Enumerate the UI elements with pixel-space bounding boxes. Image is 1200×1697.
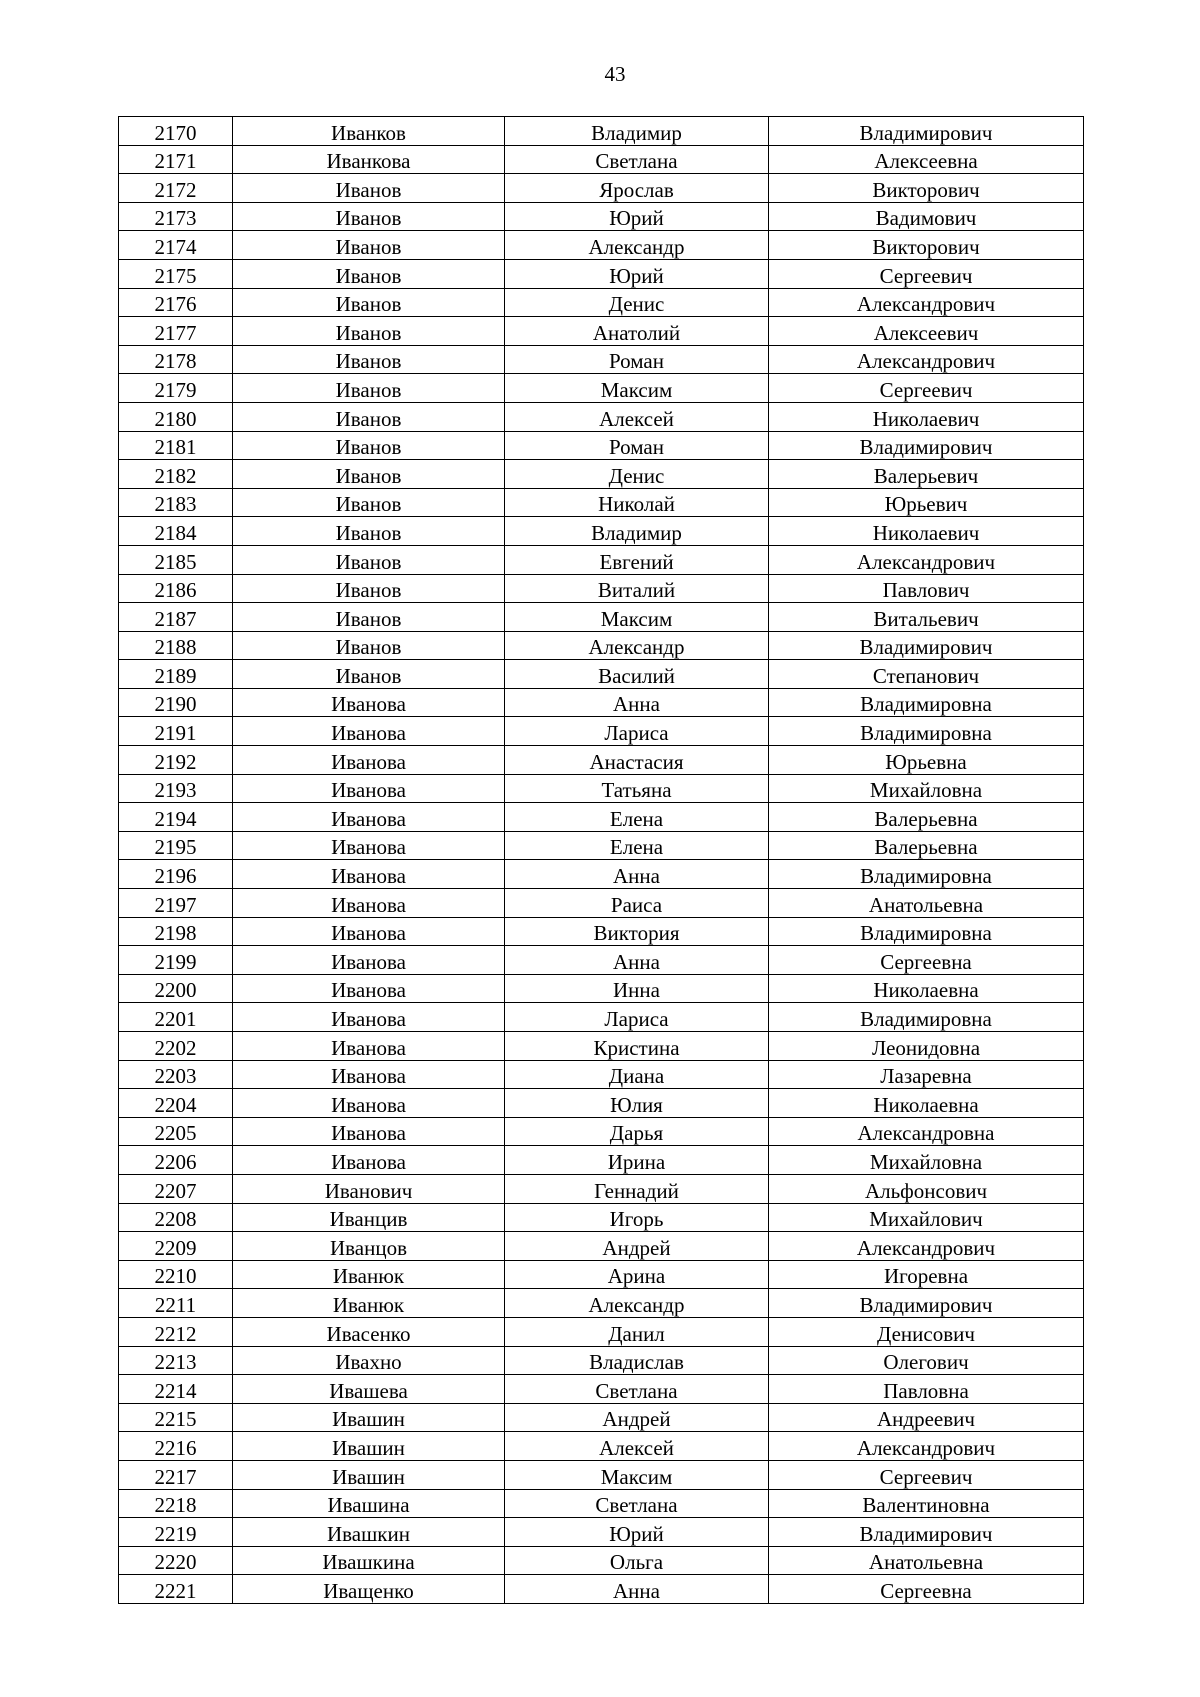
first-name-cell: Владимир — [505, 117, 769, 146]
last-name-cell: Иванова — [233, 688, 505, 717]
last-name-cell: Иванова — [233, 1117, 505, 1146]
table-row — [119, 660, 1084, 689]
last-name-cell: Иванова — [233, 774, 505, 803]
table-row — [119, 631, 1084, 660]
patronymic-cell: Михайловна — [769, 774, 1084, 803]
first-name-cell: Елена — [505, 803, 769, 832]
last-name-cell: Иванов — [233, 374, 505, 403]
last-name-cell: Иванов — [233, 517, 505, 546]
patronymic-cell: Александровна — [769, 1117, 1084, 1146]
row-number-cell: 2219 — [119, 1518, 233, 1547]
first-name-cell: Юрий — [505, 1518, 769, 1547]
row-number-cell: 2177 — [119, 317, 233, 346]
last-name-cell: Иванова — [233, 1032, 505, 1061]
patronymic-cell: Владимирович — [769, 1289, 1084, 1318]
patronymic-cell: Александрович — [769, 1432, 1084, 1461]
row-number-cell: 2188 — [119, 631, 233, 660]
first-name-cell: Татьяна — [505, 774, 769, 803]
last-name-cell: Иванов — [233, 660, 505, 689]
table-row — [119, 1203, 1084, 1232]
first-name-cell: Геннадий — [505, 1174, 769, 1203]
last-name-cell: Ивасенко — [233, 1317, 505, 1346]
table-row — [119, 259, 1084, 288]
row-number-cell: 2187 — [119, 603, 233, 632]
first-name-cell: Данил — [505, 1317, 769, 1346]
first-name-cell: Максим — [505, 603, 769, 632]
row-number-cell: 2197 — [119, 889, 233, 918]
last-name-cell: Иванюк — [233, 1289, 505, 1318]
row-number-cell: 2173 — [119, 202, 233, 231]
patronymic-cell: Валерьевна — [769, 803, 1084, 832]
table-row — [119, 1575, 1084, 1604]
row-number-cell: 2183 — [119, 488, 233, 517]
patronymic-cell: Валерьевич — [769, 460, 1084, 489]
last-name-cell: Иванцов — [233, 1232, 505, 1261]
patronymic-cell: Анатольевна — [769, 1546, 1084, 1575]
first-name-cell: Светлана — [505, 1489, 769, 1518]
first-name-cell: Денис — [505, 288, 769, 317]
table-row — [119, 1432, 1084, 1461]
patronymic-cell: Владимирович — [769, 1518, 1084, 1547]
patronymic-cell: Владимирович — [769, 631, 1084, 660]
patronymic-cell: Леонидовна — [769, 1032, 1084, 1061]
row-number-cell: 2206 — [119, 1146, 233, 1175]
first-name-cell: Максим — [505, 1460, 769, 1489]
patronymic-cell: Владимировна — [769, 1003, 1084, 1032]
row-number-cell: 2220 — [119, 1546, 233, 1575]
row-number-cell: 2198 — [119, 917, 233, 946]
row-number-cell: 2213 — [119, 1346, 233, 1375]
table-row — [119, 288, 1084, 317]
last-name-cell: Иванова — [233, 889, 505, 918]
patronymic-cell: Витальевич — [769, 603, 1084, 632]
last-name-cell: Иванов — [233, 574, 505, 603]
patronymic-cell: Николаевна — [769, 1089, 1084, 1118]
table-row — [119, 1489, 1084, 1518]
patronymic-cell: Алексеевна — [769, 145, 1084, 174]
table-row — [119, 717, 1084, 746]
last-name-cell: Иванова — [233, 1089, 505, 1118]
last-name-cell: Иванова — [233, 974, 505, 1003]
first-name-cell: Андрей — [505, 1232, 769, 1261]
patronymic-cell: Владимировна — [769, 717, 1084, 746]
last-name-cell: Иванов — [233, 231, 505, 260]
last-name-cell: Ивашин — [233, 1403, 505, 1432]
last-name-cell: Ивахно — [233, 1346, 505, 1375]
last-name-cell: Иванов — [233, 174, 505, 203]
table-row — [119, 202, 1084, 231]
row-number-cell: 2221 — [119, 1575, 233, 1604]
last-name-cell: Иващенко — [233, 1575, 505, 1604]
row-number-cell: 2215 — [119, 1403, 233, 1432]
last-name-cell: Иванкова — [233, 145, 505, 174]
patronymic-cell: Вадимович — [769, 202, 1084, 231]
last-name-cell: Иванов — [233, 259, 505, 288]
patronymic-cell: Валерьевна — [769, 831, 1084, 860]
table-row — [119, 1317, 1084, 1346]
patronymic-cell: Сергеевна — [769, 1575, 1084, 1604]
last-name-cell: Иванов — [233, 603, 505, 632]
table-row — [119, 317, 1084, 346]
table-row — [119, 803, 1084, 832]
last-name-cell: Иванов — [233, 431, 505, 460]
first-name-cell: Юрий — [505, 202, 769, 231]
patronymic-cell: Владимировна — [769, 688, 1084, 717]
patronymic-cell: Сергеевич — [769, 1460, 1084, 1489]
table-row — [119, 860, 1084, 889]
row-number-cell: 2194 — [119, 803, 233, 832]
row-number-cell: 2218 — [119, 1489, 233, 1518]
last-name-cell: Иванович — [233, 1174, 505, 1203]
table-row — [119, 1032, 1084, 1061]
last-name-cell: Иванова — [233, 946, 505, 975]
row-number-cell: 2192 — [119, 746, 233, 775]
table-row — [119, 545, 1084, 574]
first-name-cell: Дарья — [505, 1117, 769, 1146]
patronymic-cell: Игоревна — [769, 1260, 1084, 1289]
table-row — [119, 402, 1084, 431]
last-name-cell: Иванов — [233, 545, 505, 574]
table-row — [119, 1117, 1084, 1146]
last-name-cell: Ивашкина — [233, 1546, 505, 1575]
patronymic-cell: Денисович — [769, 1317, 1084, 1346]
row-number-cell: 2185 — [119, 545, 233, 574]
first-name-cell: Ирина — [505, 1146, 769, 1175]
patronymic-cell: Павлович — [769, 574, 1084, 603]
patronymic-cell: Степанович — [769, 660, 1084, 689]
table-row — [119, 1089, 1084, 1118]
row-number-cell: 2172 — [119, 174, 233, 203]
last-name-cell: Ивашин — [233, 1460, 505, 1489]
last-name-cell: Иванова — [233, 831, 505, 860]
first-name-cell: Юрий — [505, 259, 769, 288]
table-row — [119, 1174, 1084, 1203]
patronymic-cell: Николаевна — [769, 974, 1084, 1003]
first-name-cell: Денис — [505, 460, 769, 489]
first-name-cell: Анна — [505, 860, 769, 889]
patronymic-cell: Сергеевич — [769, 259, 1084, 288]
patronymic-cell: Андреевич — [769, 1403, 1084, 1432]
first-name-cell: Василий — [505, 660, 769, 689]
patronymic-cell: Викторович — [769, 231, 1084, 260]
last-name-cell: Иванова — [233, 746, 505, 775]
patronymic-cell: Николаевич — [769, 517, 1084, 546]
first-name-cell: Евгений — [505, 545, 769, 574]
row-number-cell: 2204 — [119, 1089, 233, 1118]
row-number-cell: 2181 — [119, 431, 233, 460]
table-row — [119, 517, 1084, 546]
first-name-cell: Александр — [505, 631, 769, 660]
table-row — [119, 889, 1084, 918]
table-row — [119, 1003, 1084, 1032]
last-name-cell: Ивашин — [233, 1432, 505, 1461]
table-row — [119, 1146, 1084, 1175]
first-name-cell: Ольга — [505, 1546, 769, 1575]
last-name-cell: Иванова — [233, 717, 505, 746]
last-name-cell: Иванова — [233, 1060, 505, 1089]
last-name-cell: Ивашкин — [233, 1518, 505, 1547]
table-row — [119, 1375, 1084, 1404]
row-number-cell: 2175 — [119, 259, 233, 288]
row-number-cell: 2200 — [119, 974, 233, 1003]
first-name-cell: Юлия — [505, 1089, 769, 1118]
patronymic-cell: Михайловна — [769, 1146, 1084, 1175]
first-name-cell: Виктория — [505, 917, 769, 946]
first-name-cell: Николай — [505, 488, 769, 517]
table-row — [119, 431, 1084, 460]
row-number-cell: 2211 — [119, 1289, 233, 1318]
last-name-cell: Иванов — [233, 345, 505, 374]
row-number-cell: 2208 — [119, 1203, 233, 1232]
row-number-cell: 2180 — [119, 402, 233, 431]
row-number-cell: 2207 — [119, 1174, 233, 1203]
patronymic-cell: Викторович — [769, 174, 1084, 203]
row-number-cell: 2209 — [119, 1232, 233, 1261]
last-name-cell: Ивашина — [233, 1489, 505, 1518]
row-number-cell: 2191 — [119, 717, 233, 746]
last-name-cell: Иванов — [233, 631, 505, 660]
patronymic-cell: Альфонсович — [769, 1174, 1084, 1203]
first-name-cell: Максим — [505, 374, 769, 403]
row-number-cell: 2174 — [119, 231, 233, 260]
last-name-cell: Иванов — [233, 488, 505, 517]
table-row — [119, 488, 1084, 517]
patronymic-cell: Александрович — [769, 1232, 1084, 1261]
patronymic-cell: Юрьевич — [769, 488, 1084, 517]
table-row — [119, 603, 1084, 632]
table-row — [119, 460, 1084, 489]
last-name-cell: Иванов — [233, 288, 505, 317]
last-name-cell: Иванов — [233, 317, 505, 346]
name-table-body — [119, 117, 1084, 1604]
first-name-cell: Алексей — [505, 402, 769, 431]
row-number-cell: 2176 — [119, 288, 233, 317]
row-number-cell: 2182 — [119, 460, 233, 489]
row-number-cell: 2171 — [119, 145, 233, 174]
table-row — [119, 374, 1084, 403]
last-name-cell: Иванов — [233, 402, 505, 431]
table-row — [119, 231, 1084, 260]
row-number-cell: 2199 — [119, 946, 233, 975]
last-name-cell: Иванова — [233, 917, 505, 946]
row-number-cell: 2217 — [119, 1460, 233, 1489]
first-name-cell: Лариса — [505, 717, 769, 746]
table-row — [119, 1232, 1084, 1261]
table-row — [119, 1518, 1084, 1547]
first-name-cell: Игорь — [505, 1203, 769, 1232]
table-row — [119, 946, 1084, 975]
table-row — [119, 688, 1084, 717]
patronymic-cell: Анатольевна — [769, 889, 1084, 918]
row-number-cell: 2202 — [119, 1032, 233, 1061]
row-number-cell: 2201 — [119, 1003, 233, 1032]
name-table — [118, 116, 1084, 1604]
row-number-cell: 2216 — [119, 1432, 233, 1461]
row-number-cell: 2214 — [119, 1375, 233, 1404]
first-name-cell: Ярослав — [505, 174, 769, 203]
patronymic-cell: Алексеевич — [769, 317, 1084, 346]
first-name-cell: Елена — [505, 831, 769, 860]
row-number-cell: 2184 — [119, 517, 233, 546]
last-name-cell: Иванова — [233, 1003, 505, 1032]
table-row — [119, 345, 1084, 374]
first-name-cell: Анатолий — [505, 317, 769, 346]
page-number: 43 — [604, 62, 626, 86]
patronymic-cell: Олегович — [769, 1346, 1084, 1375]
table-row — [119, 1346, 1084, 1375]
row-number-cell: 2178 — [119, 345, 233, 374]
table-row — [119, 1403, 1084, 1432]
table-row — [119, 174, 1084, 203]
last-name-cell: Иванов — [233, 460, 505, 489]
first-name-cell: Светлана — [505, 145, 769, 174]
last-name-cell: Иванова — [233, 1146, 505, 1175]
patronymic-cell: Владимирович — [769, 431, 1084, 460]
first-name-cell: Светлана — [505, 1375, 769, 1404]
last-name-cell: Иванцив — [233, 1203, 505, 1232]
first-name-cell: Андрей — [505, 1403, 769, 1432]
patronymic-cell: Александрович — [769, 288, 1084, 317]
first-name-cell: Кристина — [505, 1032, 769, 1061]
first-name-cell: Владислав — [505, 1346, 769, 1375]
patronymic-cell: Валентиновна — [769, 1489, 1084, 1518]
last-name-cell: Иванова — [233, 860, 505, 889]
row-number-cell: 2186 — [119, 574, 233, 603]
first-name-cell: Инна — [505, 974, 769, 1003]
first-name-cell: Владимир — [505, 517, 769, 546]
table-row — [119, 774, 1084, 803]
first-name-cell: Виталий — [505, 574, 769, 603]
table-row — [119, 1289, 1084, 1318]
table-row — [119, 145, 1084, 174]
first-name-cell: Анна — [505, 688, 769, 717]
first-name-cell: Роман — [505, 345, 769, 374]
last-name-cell: Иванов — [233, 202, 505, 231]
row-number-cell: 2190 — [119, 688, 233, 717]
row-number-cell: 2195 — [119, 831, 233, 860]
table-row — [119, 831, 1084, 860]
patronymic-cell: Юрьевна — [769, 746, 1084, 775]
table-row — [119, 574, 1084, 603]
patronymic-cell: Владимирович — [769, 117, 1084, 146]
patronymic-cell: Владимировна — [769, 860, 1084, 889]
table-row — [119, 746, 1084, 775]
last-name-cell: Иванюк — [233, 1260, 505, 1289]
patronymic-cell: Николаевич — [769, 402, 1084, 431]
last-name-cell: Иванова — [233, 803, 505, 832]
first-name-cell: Анна — [505, 1575, 769, 1604]
row-number-cell: 2203 — [119, 1060, 233, 1089]
patronymic-cell: Михайлович — [769, 1203, 1084, 1232]
patronymic-cell: Александрович — [769, 345, 1084, 374]
row-number-cell: 2179 — [119, 374, 233, 403]
first-name-cell: Алексей — [505, 1432, 769, 1461]
patronymic-cell: Лазаревна — [769, 1060, 1084, 1089]
table-row — [119, 917, 1084, 946]
first-name-cell: Диана — [505, 1060, 769, 1089]
row-number-cell: 2196 — [119, 860, 233, 889]
last-name-cell: Ивашева — [233, 1375, 505, 1404]
table-row — [119, 1460, 1084, 1489]
patronymic-cell: Сергеевна — [769, 946, 1084, 975]
first-name-cell: Арина — [505, 1260, 769, 1289]
row-number-cell: 2212 — [119, 1317, 233, 1346]
table-row — [119, 1546, 1084, 1575]
table-row — [119, 1060, 1084, 1089]
table-row — [119, 974, 1084, 1003]
first-name-cell: Анастасия — [505, 746, 769, 775]
last-name-cell: Иванков — [233, 117, 505, 146]
table-row — [119, 1260, 1084, 1289]
table-row — [119, 117, 1084, 146]
first-name-cell: Лариса — [505, 1003, 769, 1032]
row-number-cell: 2210 — [119, 1260, 233, 1289]
row-number-cell: 2189 — [119, 660, 233, 689]
row-number-cell: 2193 — [119, 774, 233, 803]
patronymic-cell: Павловна — [769, 1375, 1084, 1404]
row-number-cell: 2170 — [119, 117, 233, 146]
first-name-cell: Анна — [505, 946, 769, 975]
patronymic-cell: Сергеевич — [769, 374, 1084, 403]
first-name-cell: Раиса — [505, 889, 769, 918]
first-name-cell: Александр — [505, 1289, 769, 1318]
patronymic-cell: Владимировна — [769, 917, 1084, 946]
row-number-cell: 2205 — [119, 1117, 233, 1146]
first-name-cell: Роман — [505, 431, 769, 460]
first-name-cell: Александр — [505, 231, 769, 260]
patronymic-cell: Александрович — [769, 545, 1084, 574]
